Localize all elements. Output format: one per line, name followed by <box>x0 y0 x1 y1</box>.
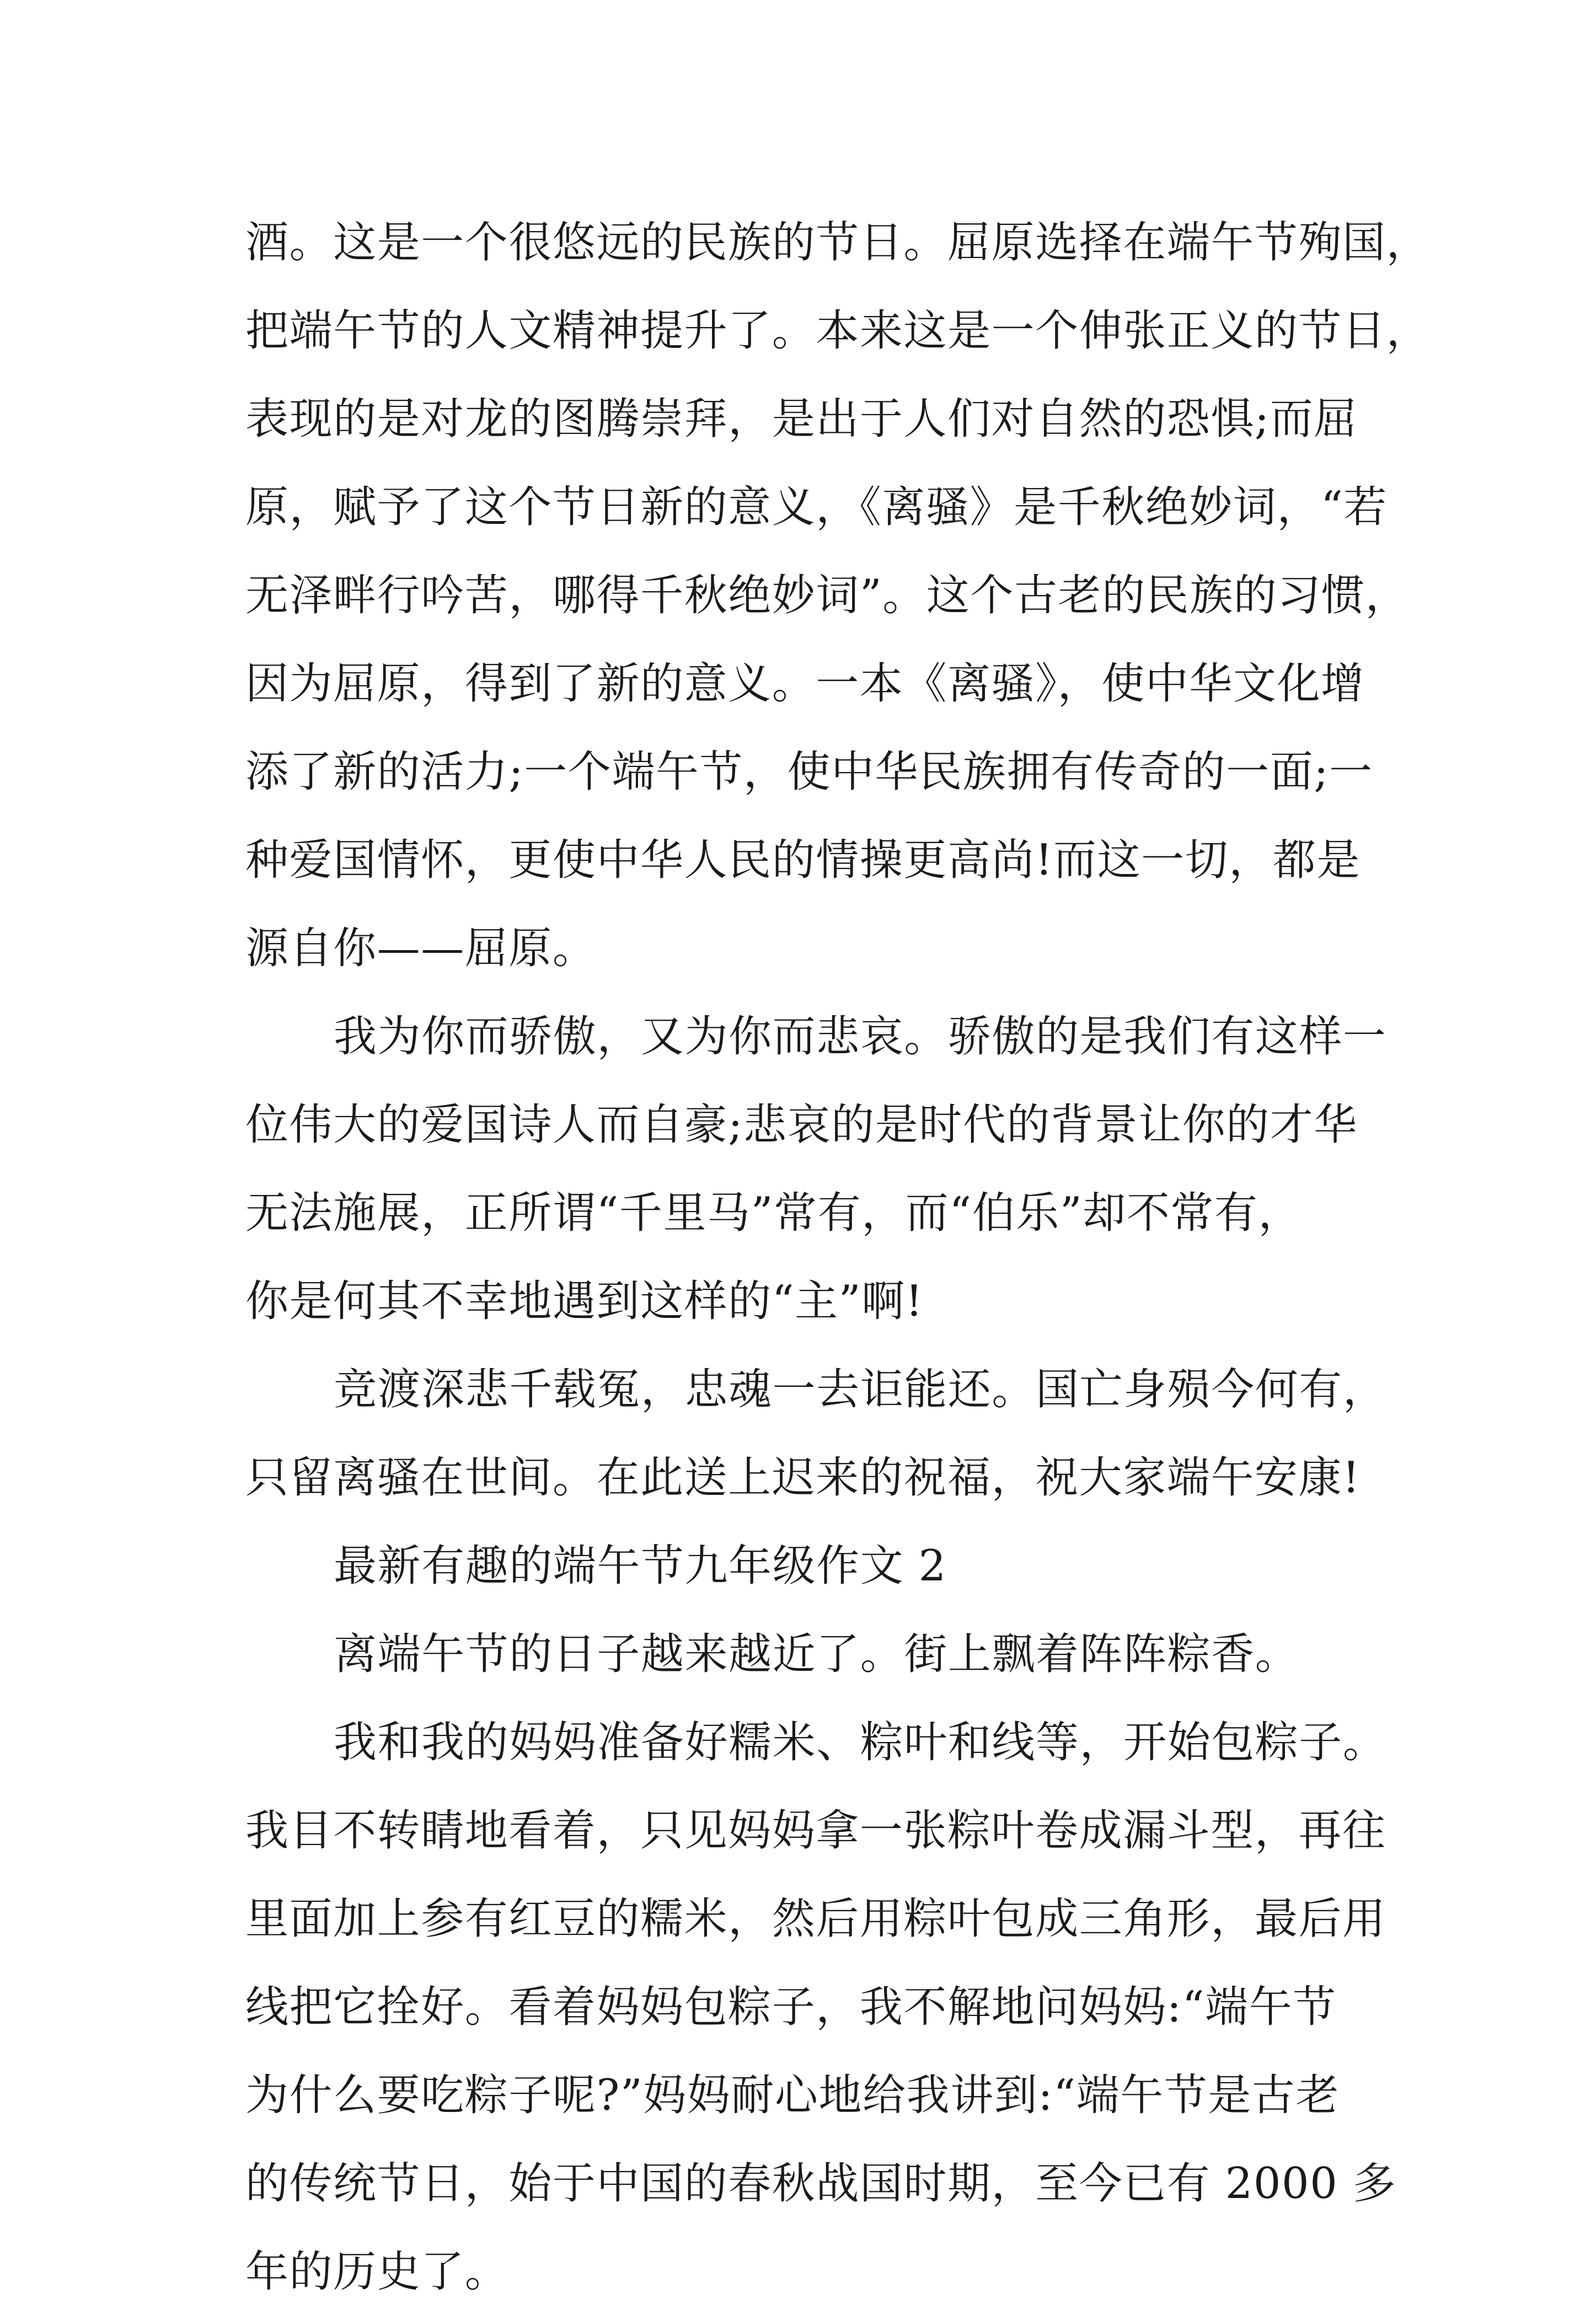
text-line: 我和我的妈妈准备好糯米、粽叶和线等，开始包粽子。 <box>334 1718 1387 1767</box>
text-line: 无泽畔行吟苦，哪得千秋绝妙词”。这个古老的民族的习惯， <box>245 571 1409 620</box>
text-line: 位伟大的爱国诗人而自豪;悲哀的是时代的背景让你的才华 <box>245 1100 1358 1150</box>
text-line: 我为你而骄傲，又为你而悲哀。骄傲的是我们有这样一 <box>334 1012 1387 1062</box>
text-line: 竞渡深悲千载冤，忠魂一去讵能还。国亡身殒今何有， <box>334 1365 1387 1414</box>
text-line: 因为屈原，得到了新的意义。一本《离骚》，使中华文化增 <box>245 659 1365 709</box>
document-body <box>245 199 1431 2316</box>
text-line: 我目不转睛地看着，只见妈妈拿一张粽叶卷成漏斗型，再往 <box>245 1806 1386 1856</box>
text-line: 年的历史了。 <box>245 2247 509 2297</box>
text-line: 种爱国情怀，更使中华人民的情操更高尚!而这一切，都是 <box>245 835 1361 885</box>
text-line: 为什么要吃粽子呢?”妈妈耐心地给我讲到:“端午节是古老 <box>245 2071 1340 2120</box>
text-line: 只留离骚在世间。在此送上迟来的祝福，祝大家端午安康! <box>245 1453 1361 1503</box>
text-line: 的传统节日，始于中国的春秋战国时期，至今已有 2000 多 <box>245 2159 1397 2208</box>
text-line: 酒。这是一个很悠远的民族的节日。屈原选择在端午节殉国， <box>245 218 1431 267</box>
text-line: 源自你——屈原。 <box>245 924 597 973</box>
text-line: 最新有趣的端午节九年级作文 2 <box>334 1541 947 1591</box>
text-line: 把端午节的人文精神提升了。本来这是一个伸张正义的节日， <box>245 306 1431 356</box>
text-line: 线把它拴好。看着妈妈包粽子，我不解地问妈妈:“端午节 <box>245 1982 1337 2032</box>
text-line: 无法施展，正所谓“千里马”常有，而“伯乐”却不常有， <box>245 1188 1303 1238</box>
text-line: 原，赋予了这个节日新的意义，《离骚》是千秋绝妙词，“若 <box>245 482 1388 532</box>
text-line: 里面加上参有红豆的糯米，然后用粽叶包成三角形，最后用 <box>245 1894 1386 1944</box>
text-line: 添了新的活力;一个端午节，使中华民族拥有传奇的一面;一 <box>245 747 1373 797</box>
text-line: 你是何其不幸地遇到这样的“主”啊! <box>245 1277 924 1326</box>
text-line: 表现的是对龙的图腾崇拜，是出于人们对自然的恐惧;而屈 <box>245 394 1358 444</box>
text-line: 离端午节的日子越来越近了。街上飘着阵阵粽香。 <box>334 1629 1299 1679</box>
